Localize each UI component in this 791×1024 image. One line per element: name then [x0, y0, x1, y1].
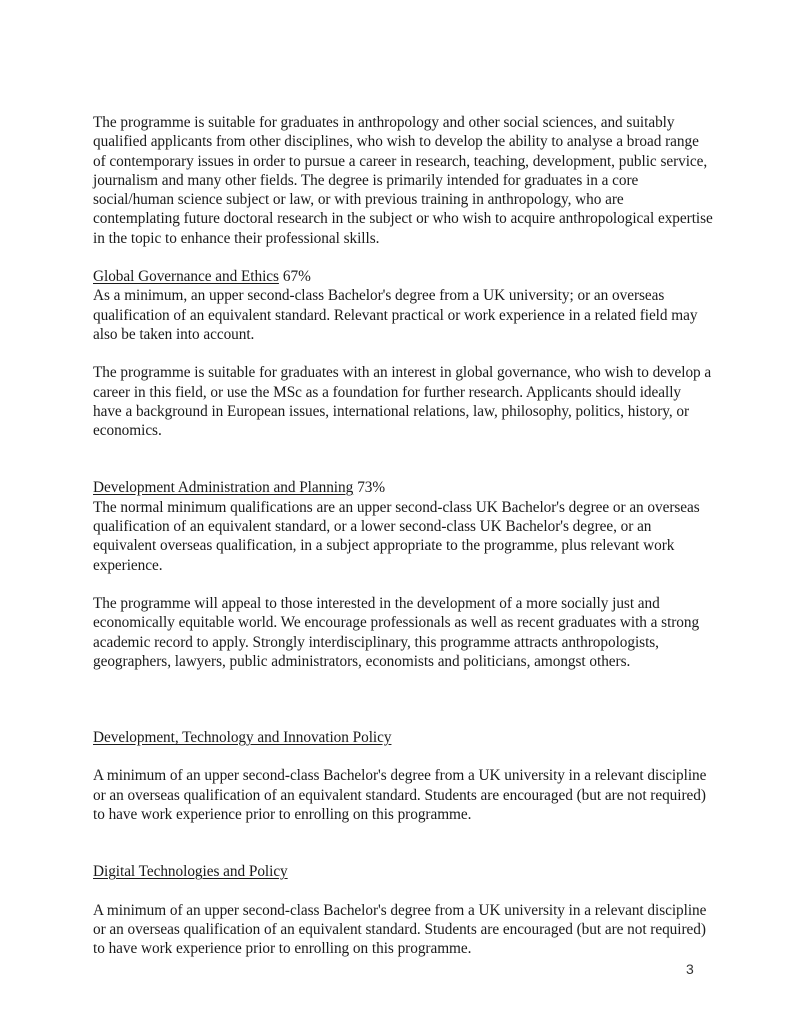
section-development-technology — [93, 728, 713, 824]
section-paragraph: A minimum of an upper second-class Bachelor's degree from a UK university in a relevant discipline or an overseas qualification of an equivalent standard. Students are encouraged (but are not required) to have work experience prior to enrolling on this programme. — [93, 901, 707, 958]
section-paragraph: As a minimum, an upper second-class Bachelor's degree from a UK university; or an overseas qualification of an equivalent standard. Relevant practical or work experience in a related field may also be taken into account. — [93, 287, 698, 343]
section-development-administration — [93, 478, 713, 671]
section-title: Digital Technologies and Policy — [93, 863, 288, 881]
section-heading-line — [93, 478, 713, 497]
section-title: Global Governance and Ethics — [93, 268, 279, 286]
section-heading-line — [93, 267, 713, 286]
section-digital-technologies — [93, 862, 713, 958]
section-paragraph: The programme is suitable for graduates with an interest in global governance, who wish to develop a career in this field, or use the MSc as a foundation for further research. Applicants should ideally have a background in European issues, international relations, law, philosophy, politics, history, or economics. — [93, 364, 712, 440]
page-number: 3 — [686, 961, 694, 977]
section-title: Development, Technology and Innovation Policy — [93, 729, 392, 747]
section-paragraph: The normal minimum qualifications are an upper second-class UK Bachelor's degree or an overseas qualification of an equivalent standard, or a lower second-class UK Bachelor's degree, or an equivalent overseas qualification, in a subject appropriate to the programme, plus relevant work experience. — [93, 498, 700, 574]
section-title: Development Administration and Planning — [93, 479, 354, 497]
document-page — [93, 113, 713, 959]
section-heading-line — [93, 728, 713, 747]
section-paragraph: The programme will appeal to those interested in the development of a more socially just and economically equitable world. We encourage professionals as well as recent graduates with a strong academic record to apply. Strongly interdisciplinary, this programme attracts anthropologists, geographers, lawyers, public administrators, economists and politicians, amongst others. — [93, 594, 700, 670]
intro-paragraph: The programme is suitable for graduates in anthropology and other social sciences, and suitably qualified applicants from other disciplines, who wish to develop the ability to analyse a broad range of contemporary issues in order to pursue a career in research, teaching, development, public service, journalism and many other fields. The degree is primarily intended for graduates in a core social/human science subject or law, or with previous training in anthropology, who are contemplating future doctoral research in the subject or who wish to acquire anthropological expertise in the topic to enhance their professional skills. — [93, 114, 713, 247]
section-heading-line — [93, 862, 713, 881]
section-percentage: 67% — [282, 268, 311, 286]
section-global-governance — [93, 267, 713, 440]
section-paragraph: A minimum of an upper second-class Bachelor's degree from a UK university in a relevant discipline or an overseas qualification of an equivalent standard. Students are encouraged (but are not required) to have work experience prior to enrolling on this programme. — [93, 767, 707, 824]
section-percentage: 73% — [357, 479, 386, 497]
